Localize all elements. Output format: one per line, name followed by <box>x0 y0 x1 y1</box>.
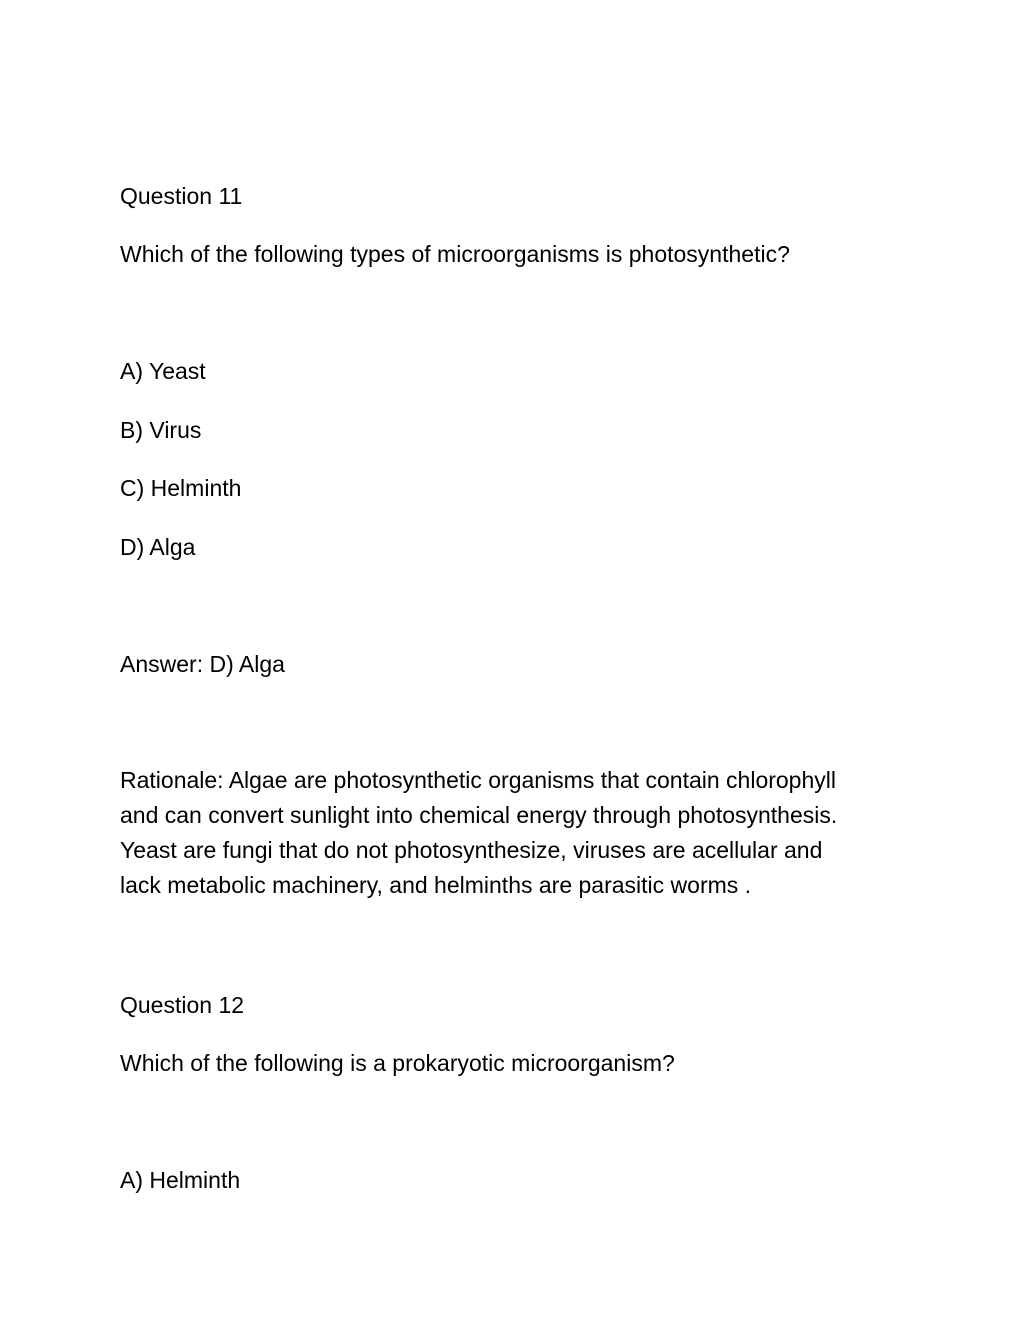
rationale-line: Yeast are fungi that do not photosynthesize, viruses are acellular and <box>120 837 823 863</box>
question-12-prompt: Which of the following is a prokaryotic microorganism? <box>120 1050 675 1076</box>
rationale-line: and can convert sunlight into chemical energy through photosynthesis. <box>120 802 838 828</box>
question-11-prompt: Which of the following types of microorganisms is photosynthetic? <box>120 241 790 267</box>
rationale-line: Rationale: Algae are photosynthetic organisms that contain chlorophyll <box>120 767 836 793</box>
question-11-heading: Question 11 <box>120 183 243 209</box>
question-11-option-b: B) Virus <box>120 417 202 443</box>
question-11-option-d: D) Alga <box>120 534 196 560</box>
question-11-rationale <box>120 763 900 903</box>
rationale-line: lack metabolic machinery, and helminths are parasitic worms . <box>120 872 752 898</box>
question-11-answer: Answer: D) Alga <box>120 651 285 677</box>
question-11-option-a: A) Yeast <box>120 358 206 384</box>
question-12-option-a: A) Helminth <box>120 1167 241 1193</box>
question-11-option-c: C) Helminth <box>120 475 242 501</box>
question-12-heading: Question 12 <box>120 992 245 1018</box>
